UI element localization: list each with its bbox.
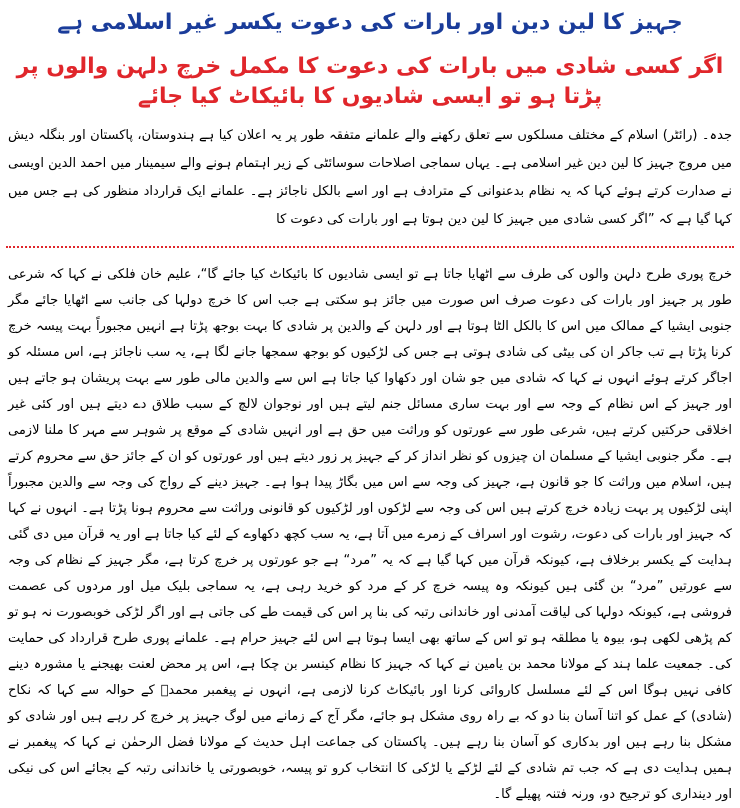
subheadline: اگر کسی شادی میں بارات کی دعوت کا مکمل خرچ دلہن والوں پر پڑتا ہو تو ایسی شادیوں کا بائیکاٹ کیا جائے [16, 54, 724, 109]
article [0, 8, 740, 808]
headline: جہیز کا لین دین اور بارات کی دعوت یکسر غیر اسلامی ہے [57, 10, 683, 35]
article-body [6, 262, 734, 808]
intro-paragraph: جدہ۔ (رائٹر) اسلام کے مختلف مسلکوں سے تعلق رکھنے والے علمانے متفقہ طور پر یہ اعلان کیا ہے ہندوستان، پاکستان اور بنگلہ دیش میں مروج جہیز کا لین دین غیر اسلامی ہے۔ یہاں سماجی اصلاحات سوسائٹی کے زیر اہتمام ہونے والے سیمینار میں احمد الدین اویسی نے صدارت کرتے ہوئے کہا کہ یہ نظام بدعنوانی کے مترادف ہے اور اسے بالکل ناجائز ہے۔ علمانے ایک قرارداد منظور کی ہے جس میں کہا گیا ہے کہ ”اگر کسی شادی میں جہیز کا لین دین ہوتا ہے اور بارات کی دعوت کا [8, 128, 732, 227]
dotted-divider [6, 246, 734, 248]
body-paragraph: خرچ پوری طرح دلہن والوں کی طرف سے اٹھایا جاتا ہے تو ایسی شادیوں کا بائیکاٹ کیا جائے گا“، علیم خان فلکی نے کہا کہ شرعی طور پر جہیز اور بارات کی دعوت صرف اس صورت میں جائز ہو سکتی ہے جب اس کا خرچ دولہا کی جانب سے اٹھایا جائے مگر جنوبی ایشیا کے ممالک میں اس کا بالکل الٹا ہوتا ہے اور دلہن کے والدین پر شادی کا بہت بوجھ پڑتا ہے انہیں مجبوراً بہت پیسہ خرچ کرنا پڑتا ہے تب جاکر ان کی بیٹی کی شادی ہوتی ہے جس کی لڑکیوں کو بوجھ سمجھا جانے لگا ہے، یہ سب ناجائز ہے، اس مسئلہ کو اجاگر کرتے ہوئے انہوں نے کہا کہ شادی میں جو شان اور دکھاوا کیا جاتا ہے اس سے والدین مالی طور سے بہت پریشان ہو جاتے ہیں اور جہیز کے اس نظام کے وجہ سے اور بہت ساری مسائل جنم لیتے ہیں اور نوجوان لالچ کے سبب طلاق دے دیتے ہیں اور کئی غیر اخلاقی حرکتیں کرتے ہیں، شرعی طور سے عورتوں کو وراثت میں حق ہے اور انہیں شادی کے موقع پر شوہر سے مہر کا ملنا لازمی ہے۔ مگر جنوبی ایشیا کے مسلمان ان چیزوں کو نظر انداز کر کے جہیز پر زور دیتے ہیں اور عورتوں کو ان کے جائز حق سے محروم کرتے ہیں، اسلام میں وراثت کا جو قانون ہے، جہیز کی وجہ سے اس میں بگاڑ پیدا ہوا ہے۔ جہیز دینے کے رواج کی وجہ سے والدین مجبوراً اپنی لڑکیوں پر بہت زیادہ خرچ کرتے ہیں اس کی وجہ سے لڑکوں اور لڑکیوں کو قانونی وراثت سے محروم ہونا پڑتا ہے۔ انہوں نے کہا کہ جہیز اور بارات کی دعوت، رشوت اور اسراف کے زمرے میں آتا ہے، یہ سب کچھ دکھاوے کے لئے کیا جاتا ہے اور یہ قرآن میں دی گئی ہدایت کے یکسر برخلاف ہے، کیونکہ قرآن میں کہا گیا ہے کہ یہ ”مرد“ ہے جو عورتوں پر خرچ کرتا ہے، مگر جہیز کے نظام کی وجہ سے عورتیں ”مرد“ بن گئی ہیں کیونکہ وہ پیسہ خرچ کر کے مرد کو خرید رہی ہے، یہ سماجی بلیک میل اور مردوں کی عصمت فروشی ہے، کیونکہ دولہا کی لیاقت آمدنی اور خاندانی رتبہ کی بنا پر اس کی قیمت طے کی جاتی ہے اور اگر لڑکی خوبصورت نہ ہو تو کم پڑھی لکھی ہو، بیوہ یا مطلقہ ہو تو اس کے ساتھ بھی ایسا ہوتا ہے اس لئے جہیز حرام ہے۔ علمانے پوری طرح قرارداد کی حمایت کی۔ جمعیت علما ہند کے مولانا محمد بن یامین نے کہا کہ جہیز کا نظام کینسر بن چکا ہے، اس پر محض لعنت بھیجنے یا مشورہ دینے کافی نہیں ہوگا اس کے لئے مسلسل کاروائی کرنا اور بائیکاٹ کرنا لازمی ہے، انہوں نے پیغمبر محمدؐ کے حوالہ سے کہا کہ نکاح (شادی) کے عمل کو اتنا آسان بنا دو کہ بے راہ روی مشکل ہو جائے، مگر آج کے زمانے میں لوگ جہیز پر خرچ کر رہے ہیں اور شادی کو مشکل بنا رہے ہیں اور بدکاری کو آسان بنا رہے ہیں۔ پاکستان کی جماعت اہل حدیث کے مولانا فضل الرحمٰن نے کہا کہ پیغمبر نے ہمیں ہدایت دی ہے کہ جب تم شادی کے لئے لڑکے یا لڑکی کا انتخاب کرو تو پیسہ، خوبصورتی یا خاندانی رتبہ کے بجائے اس کی نیکی اور دینداری کو ترجیح دو، ورنہ فتنہ پھیلے گا۔ [8, 267, 732, 802]
